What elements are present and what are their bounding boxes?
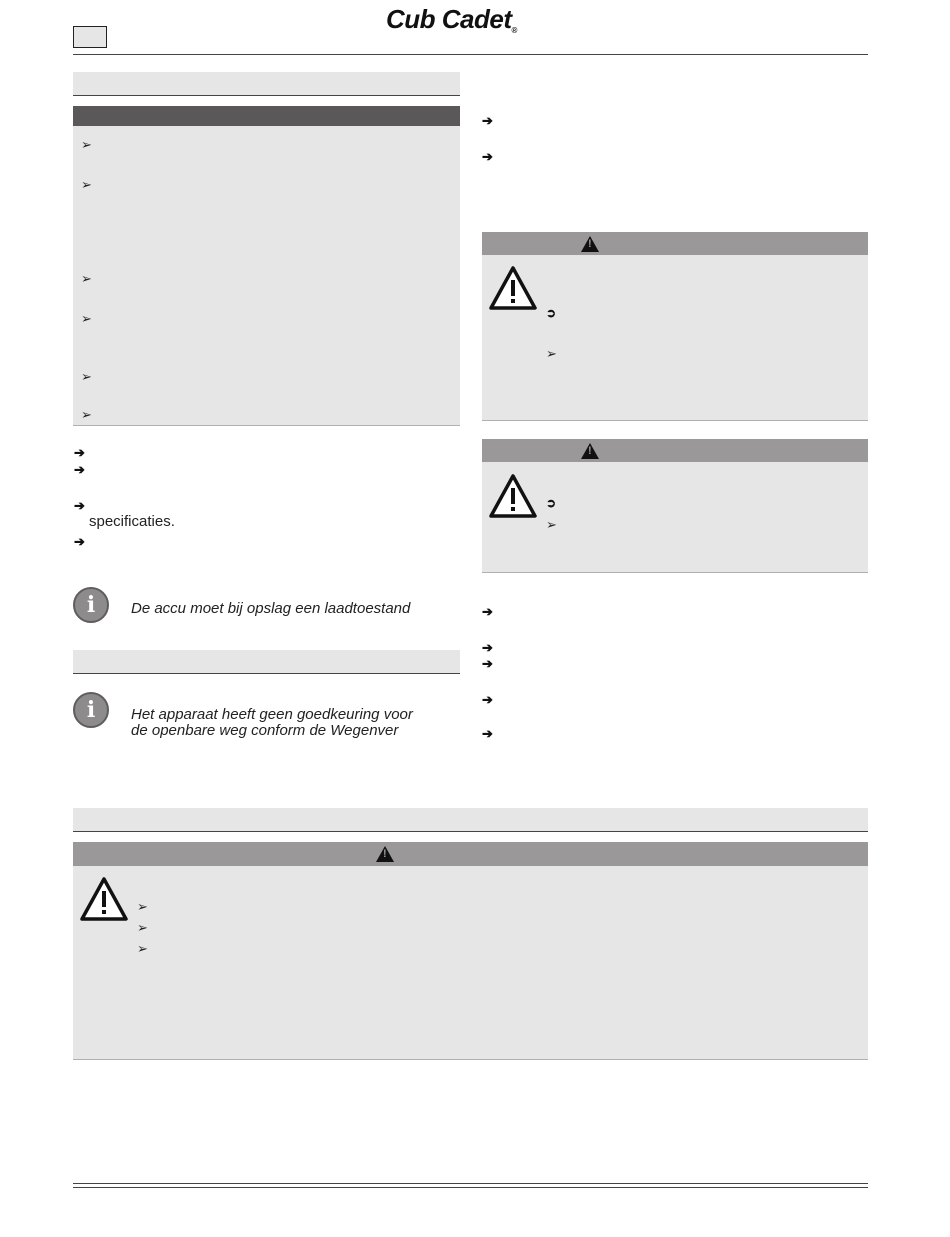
warning-triangle-icon [488, 265, 538, 311]
section-header-full [73, 808, 868, 832]
section-subheader-bar [73, 106, 460, 126]
warning-panel-2 [482, 462, 868, 573]
warning-triangle-icon [581, 236, 599, 252]
chevron-bullet-icon: ➢ [81, 311, 92, 326]
info-note-road-line2: de openbare weg conform de Wegenver [131, 722, 399, 739]
arrow-bullet-icon: ➔ [74, 534, 85, 549]
page-number-box [73, 26, 107, 48]
footer-rule [73, 1183, 868, 1184]
header-rule [73, 54, 868, 55]
chevron-bullet-icon: ➢ [81, 137, 92, 152]
chevron-bullet-icon: ➢ [546, 346, 557, 361]
warning-header-bar-2 [482, 439, 868, 462]
warning-triangle-icon [488, 473, 538, 519]
arrow-bullet-icon: ➔ [482, 113, 493, 128]
return-bullet-icon: ➲ [546, 306, 557, 320]
chevron-bullet-icon: ➢ [137, 941, 148, 956]
section-header-left-2 [73, 650, 460, 674]
arrow-bullet-icon: ➔ [74, 462, 85, 477]
chevron-bullet-icon: ➢ [81, 271, 92, 286]
arrow-bullet-icon: ➔ [74, 445, 85, 460]
warning-header-bar-3 [73, 842, 868, 866]
arrow-bullet-icon: ➔ [482, 149, 493, 164]
warning-triangle-icon [581, 443, 599, 459]
chevron-bullet-icon: ➢ [81, 177, 92, 192]
arrow-bullet-icon: ➔ [482, 726, 493, 741]
return-bullet-icon: ➲ [546, 496, 557, 510]
chevron-bullet-icon: ➢ [137, 899, 148, 914]
info-icon: i [73, 692, 109, 728]
info-icon: i [73, 587, 109, 623]
arrow-bullet-icon: ➔ [482, 656, 493, 671]
warning-panel-1 [482, 255, 868, 421]
arrow-bullet-icon: ➔ [482, 692, 493, 707]
bullet-panel-left [73, 126, 460, 426]
warning-header-bar-1 [482, 232, 868, 255]
chevron-bullet-icon: ➢ [81, 407, 92, 422]
warning-triangle-icon [79, 876, 129, 922]
arrow-bullet-icon: ➔ [482, 604, 493, 619]
chevron-bullet-icon: ➢ [546, 517, 557, 532]
arrow-bullet-icon: ➔ [74, 498, 85, 513]
body-text-fragment: specificaties. [89, 513, 175, 530]
arrow-bullet-icon: ➔ [482, 640, 493, 655]
warning-panel-3 [73, 866, 868, 1060]
section-header-left-1 [73, 72, 460, 96]
info-note-road-line1: Het apparaat heeft geen goedkeuring voor [131, 706, 413, 723]
chevron-bullet-icon: ➢ [81, 369, 92, 384]
info-note-battery: De accu moet bij opslag een laadtoestand [131, 600, 411, 617]
chevron-bullet-icon: ➢ [137, 920, 148, 935]
warning-triangle-icon [376, 846, 394, 862]
brand-logo: Cub Cadet® [386, 4, 517, 35]
footer-rule-thin [73, 1187, 868, 1188]
